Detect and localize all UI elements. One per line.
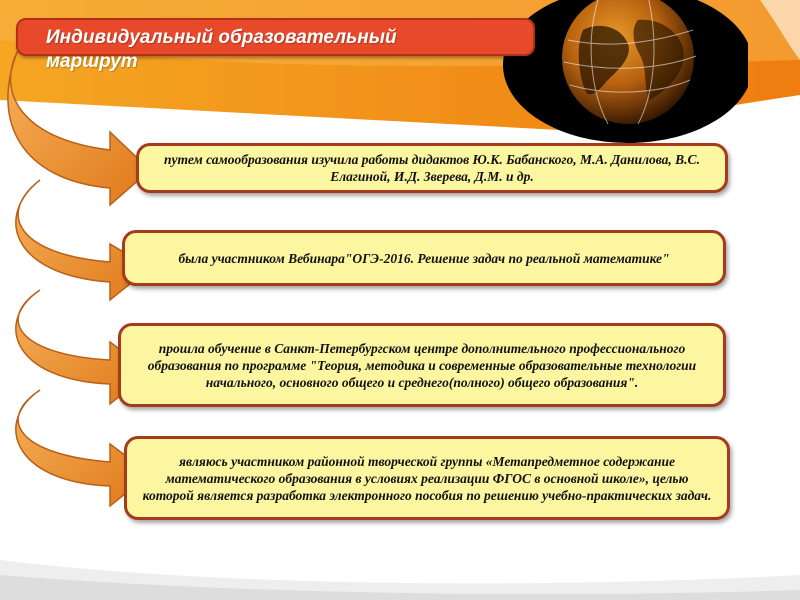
list-item-text: прошла обучение в Санкт-Петербургском центре дополнительного профессионального образования по программе "Теория, методика и современные образовательные технологии начального, основного общего и среднего(полного) общего образования". bbox=[147, 340, 697, 390]
slide-title-bar bbox=[16, 18, 535, 72]
list-item-text: путем самообразования изучила работы дидактов Ю.К. Бабанского, М.А. Данилова, В.С. Елагиной, И.Д. Зверева, Д.М. и др. bbox=[164, 152, 700, 184]
list-item-text: являюсь участником районной творческой группы «Метапредметное содержание математического образования в условиях реализации ФГОС в основной школе», целью которой является разработка электронного пособия по решению учебно-практических задач. bbox=[142, 453, 712, 503]
slide-title: Индивидуальный образовательный маршрут bbox=[46, 27, 397, 72]
list-item bbox=[118, 323, 726, 407]
list-item bbox=[136, 143, 728, 193]
list-item bbox=[124, 436, 730, 520]
list-item bbox=[122, 230, 726, 286]
list-item-text: была участником Вебинара"ОГЭ-2016. Решение задач по реальной математике" bbox=[178, 250, 670, 266]
